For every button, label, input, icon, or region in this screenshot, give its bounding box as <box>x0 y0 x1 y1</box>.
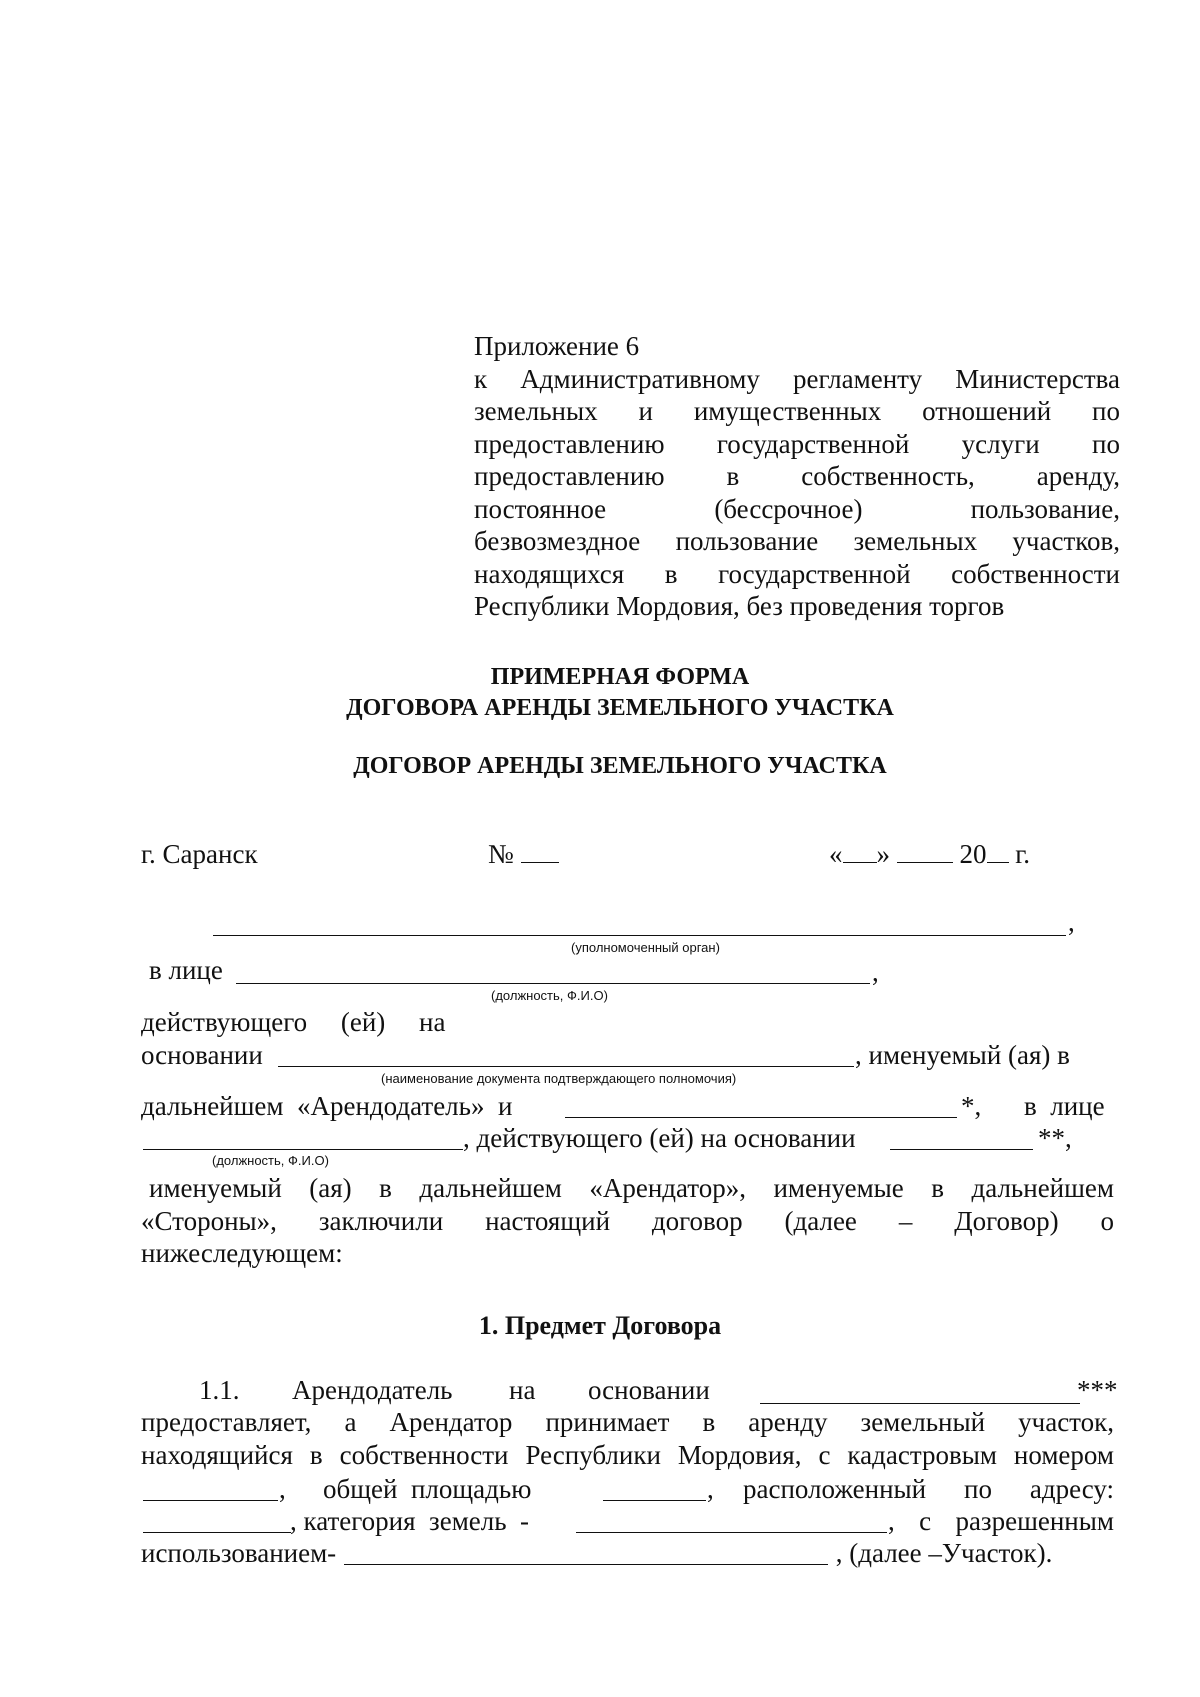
tenant-blank <box>565 1117 957 1118</box>
basis-blank <box>278 1066 854 1067</box>
day-blank <box>843 842 877 863</box>
category-label: , категория земель - <box>290 1506 530 1536</box>
parcel-definition: , (далее –Участок). <box>829 1538 1053 1568</box>
person-comma: , <box>872 957 879 987</box>
lessor-star: *, <box>961 1091 982 1121</box>
clause-word: на <box>509 1375 536 1405</box>
parties-line: «Стороны», заключили настоящий договор (далее – Договор) о <box>141 1205 1114 1236</box>
tenant-acting: , действующего (ей) на основании <box>463 1123 856 1153</box>
lessor-line: дальнейшем «Арендодатель» и <box>141 1091 513 1121</box>
acting-line: действующего (ей) на <box>141 1007 446 1037</box>
year-blank <box>987 842 1009 863</box>
form-title-line2: ДОГОВОРА АРЕНДЫ ЗЕМЕЛЬНОГО УЧАСТКА <box>346 695 894 721</box>
authority-comma: , <box>1068 907 1075 937</box>
form-title-line1: ПРИМЕРНАЯ ФОРМА <box>490 664 750 690</box>
year-suffix: г. <box>1008 839 1031 869</box>
authority-blank <box>213 935 1066 936</box>
number-sign: № <box>488 839 514 869</box>
section-title: 1. Предмет Договора <box>478 1311 722 1340</box>
tenant-basis-blank <box>890 1149 1033 1150</box>
clause-basis-blank <box>760 1403 1080 1404</box>
person-caption: (должность, Ф.И.О) <box>491 988 608 1003</box>
appendix-line: предоставлению государственной услуги по <box>474 428 1120 459</box>
appendix-line: предоставлению в собственность, аренду, <box>474 461 1120 491</box>
clause-paragraph <box>141 1406 1114 1471</box>
number-blank <box>521 842 559 863</box>
clause-word: основании <box>588 1375 710 1405</box>
area-label: общей площадью <box>323 1474 532 1504</box>
area-blank <box>603 1500 706 1501</box>
cadastral-blank <box>143 1500 278 1501</box>
contract-number <box>488 838 559 870</box>
appendix-line: к Административному регламенту Министерства <box>474 363 1120 394</box>
tenant-stars: **, <box>1038 1123 1072 1153</box>
clause-line: находящийся в собственности Республики Мордовия, с кадастровым номером <box>141 1439 1114 1470</box>
person-blank <box>236 983 870 984</box>
appendix-line: постоянное (бессрочное) пользование, <box>474 493 1120 524</box>
basis-label: основании <box>141 1040 263 1070</box>
appendix-number: Приложение 6 <box>474 331 640 361</box>
address-label: расположенный по адресу: <box>743 1474 1114 1504</box>
clause-stars: *** <box>1077 1375 1118 1405</box>
contract-title: ДОГОВОР АРЕНДЫ ЗЕМЕЛЬНОГО УЧАСТКА <box>353 753 887 779</box>
month-blank <box>897 842 953 863</box>
in-person-label: в лице <box>149 955 223 985</box>
tenant-person-blank <box>143 1149 463 1150</box>
category-blank <box>576 1532 887 1533</box>
appendix-line: находящихся в государственной собственности <box>474 558 1120 589</box>
use-blank <box>344 1564 828 1565</box>
address-blank <box>143 1532 291 1533</box>
appendix-line: Республики Мордовия, без проведения торгов <box>474 591 1005 621</box>
parties-line: нижеследующем: <box>141 1238 343 1268</box>
basis-named: , именуемый (ая) в <box>855 1040 1070 1070</box>
date-close-quote: » <box>876 839 890 869</box>
contract-date <box>829 838 1030 870</box>
clause-comma: , <box>279 1474 286 1504</box>
parties-paragraph <box>141 1172 1114 1270</box>
date-open-quote: « <box>829 839 843 869</box>
tenant-caption: (должность, Ф.И.О) <box>212 1153 329 1168</box>
clause-number: 1.1. <box>199 1375 240 1405</box>
lessor-in-person: в лице <box>1024 1091 1105 1121</box>
clause-line: предоставляет, а Арендатор принимает в аренду земельный участок, <box>141 1407 1114 1437</box>
appendix-line: безвозмездное пользование земельных участков, <box>474 526 1120 556</box>
contract-city: г. Саранск <box>141 839 258 869</box>
year-prefix: 20 <box>959 839 987 869</box>
appendix-header <box>474 330 1120 623</box>
clause-word: Арендодатель <box>292 1375 453 1405</box>
permitted-use-label: , с разрешенным <box>888 1506 1114 1536</box>
basis-caption: (наименование документа подтверждающего полномочия) <box>381 1071 737 1086</box>
use-label: использованием- <box>141 1538 337 1568</box>
appendix-line: земельных и имущественных отношений по <box>474 396 1120 426</box>
authority-caption: (уполномоченный орган) <box>571 940 720 955</box>
clause-comma: , <box>707 1474 714 1504</box>
parties-line: именуемый (ая) в дальнейшем «Арендатор», именуемые в дальнейшем <box>149 1173 1114 1203</box>
form-title <box>20 662 1200 724</box>
